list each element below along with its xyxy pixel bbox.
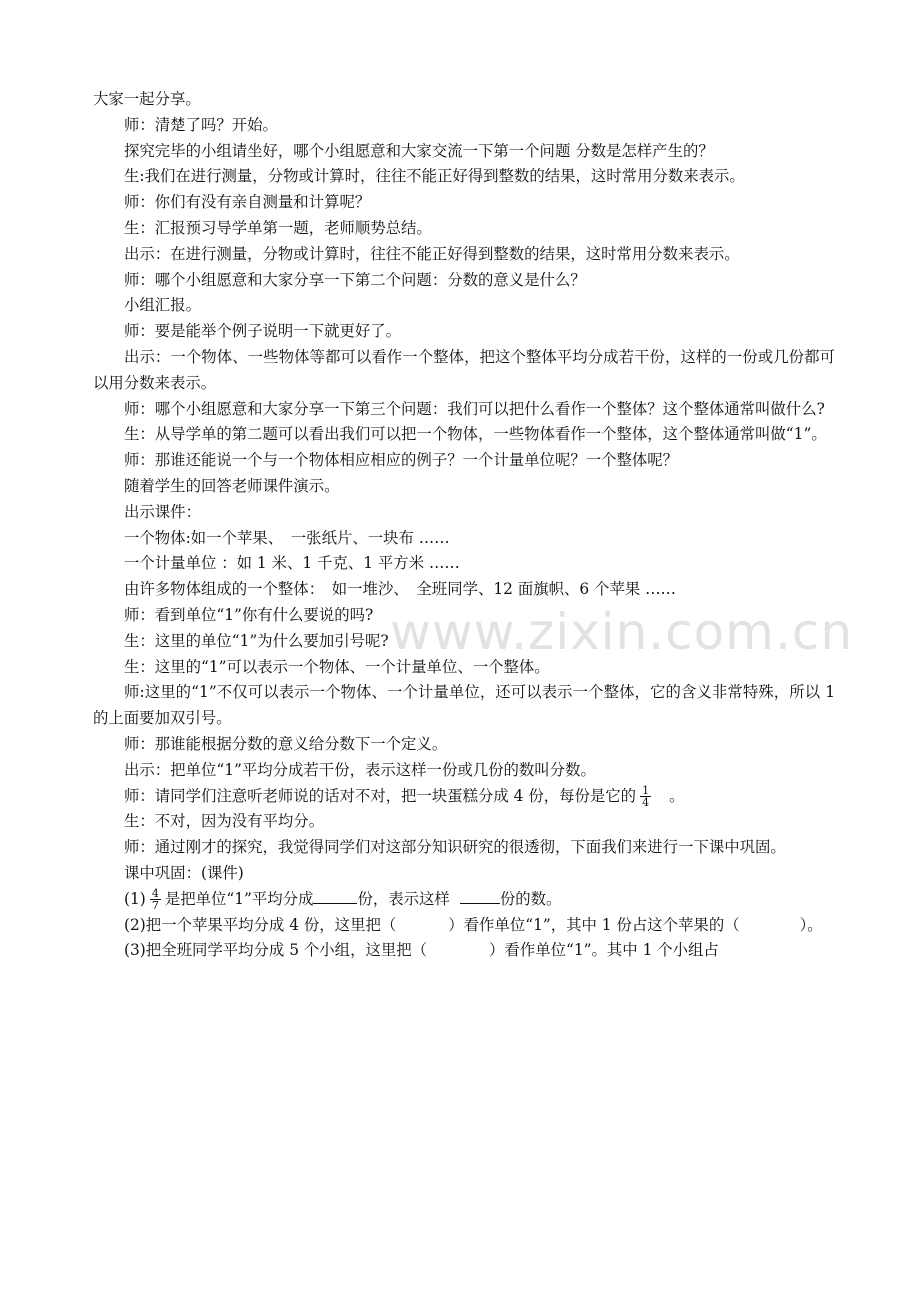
document-page [93, 87, 835, 964]
exercise-2 [93, 913, 835, 939]
exercise-1-text-a: 是把单位“1”平均分成 [164, 889, 314, 908]
text-line: 师：通过刚才的探究，我觉得同学们对这部分知识研究的很透彻，下面我们来进行一下课中巩固。 [124, 838, 786, 857]
exercise-3 [93, 938, 835, 964]
fraction-one-quarter [640, 785, 651, 808]
text-line: 课中巩固：(课件) [124, 863, 244, 882]
text-line: 师：哪个小组愿意和大家分享一下第二个问题：分数的意义是什么？ [124, 270, 586, 289]
text-line: 师：哪个小组愿意和大家分享一下第三个问题：我们可以把什么看作一个整体？这个整体通常叫做什么? [124, 399, 825, 418]
fraction-numerator: 4 [151, 887, 159, 901]
fraction-denominator: 4 [642, 796, 650, 810]
text-line: 生：汇报预习导学单第一题，老师顺势总结。 [124, 218, 432, 237]
text-line: 出示：在进行测量，分物或计算时，往往不能正好得到整数的结果，这时常用分数来表示。 [124, 244, 740, 263]
fraction-numerator: 1 [642, 784, 650, 798]
text-line: 生：这里的单位“1”为什么要加引号呢? [124, 631, 389, 650]
text-line: 生：不对，因为没有平均分。 [124, 812, 325, 831]
exercise-2-text-b: ）看作单位“1”，其中 1 份占这个苹果的（ [448, 915, 740, 934]
watermark: www.zixin.com.cn [390, 603, 854, 661]
exercise-1-text-b: 份，表示这样 [357, 889, 450, 908]
text-line: 生:我们在进行测量，分物或计算时，往往不能正好得到整数的结果，这时常用分数来表示。 [124, 167, 745, 186]
cake-question-text: 师：请同学们注意听老师说的话对不对，把一块蛋糕分成 4 份，每份是它的 [124, 786, 637, 805]
fraction-denominator: 7 [151, 899, 159, 913]
text-line: 师：要是能举个例子说明一下就更好了。 [124, 322, 402, 341]
exercise-2-text-c: ）。 [799, 915, 823, 934]
answer-blank[interactable] [313, 889, 357, 904]
courseware-item: 由许多物体组成的一个整体： 如一堆沙、 全班同学、12 面旗帜、6 个苹果 …… [124, 580, 676, 599]
courseware-item: 一个物体:如一个苹果、 一张纸片、一块布 …… [124, 528, 450, 547]
cake-question-line [93, 784, 835, 810]
text-line: 师:这里的“1”不仅可以表示一个物体、一个计量单位，还可以表示一个整体，它的含义非常特殊，所以 1 的上面要加双引号。 [93, 683, 835, 728]
answer-blank[interactable] [460, 889, 500, 904]
text-line: 师：你们有没有亲自测量和计算呢？ [124, 193, 371, 212]
fraction-four-sevenths [150, 888, 161, 911]
text-line: 出示课件： [124, 502, 201, 521]
exercise-1 [93, 887, 835, 913]
text-line: 生：这里的“1”可以表示一个物体、一个计量单位、一个整体。 [124, 657, 550, 676]
text-line: 师：看到单位“1”你有什么要说的吗? [124, 605, 374, 624]
text-line: 大家一起分享。 [93, 90, 201, 108]
exercise-3-text-b: ）看作单位“1”。其中 1 个小组占 [489, 941, 719, 960]
text-line: 探究完毕的小组请坐好，哪个小组愿意和大家交流一下第一个问题 分数是怎样产生的？ [124, 141, 714, 160]
text-line: 出示：把单位“1”平均分成若干份，表示这样一份或几份的数叫分数。 [124, 760, 596, 779]
exercise-1-text-c: 份的数。 [499, 889, 562, 908]
text-line: 师：那谁能根据分数的意义给分数下一个定义。 [124, 734, 448, 753]
courseware-item: 一个计量单位 ：如 1 米、1 千克、1 平方米 …… [124, 554, 460, 573]
exercise-1-prefix: (1) [124, 889, 146, 908]
cake-question-end: 。 [669, 786, 685, 805]
exercise-3-text-a: (3)把全班同学平均分成 5 个小组，这里把（ [124, 941, 428, 960]
text-line: 生：从导学单的第二题可以看出我们可以把一个物体，一些物体看作一个整体，这个整体通常叫做“1”。 [124, 425, 827, 444]
text-line: 小组汇报。 [124, 296, 201, 315]
text-line: 师：那谁还能说一个与一个物体相应相应的例子？一个计量单位呢？一个整体呢？ [124, 451, 679, 470]
exercise-2-text-a: (2)把一个苹果平均分成 4 份，这里把（ [124, 915, 397, 934]
text-line: 师：清楚了吗？开始。 [124, 115, 278, 134]
text-line: 随着学生的回答老师课件演示。 [124, 476, 340, 495]
text-line: 出示：一个物体、一些物体等都可以看作一个整体，把这个整体平均分成若干份，这样的一份或几份都可以用分数来表示。 [93, 347, 835, 392]
